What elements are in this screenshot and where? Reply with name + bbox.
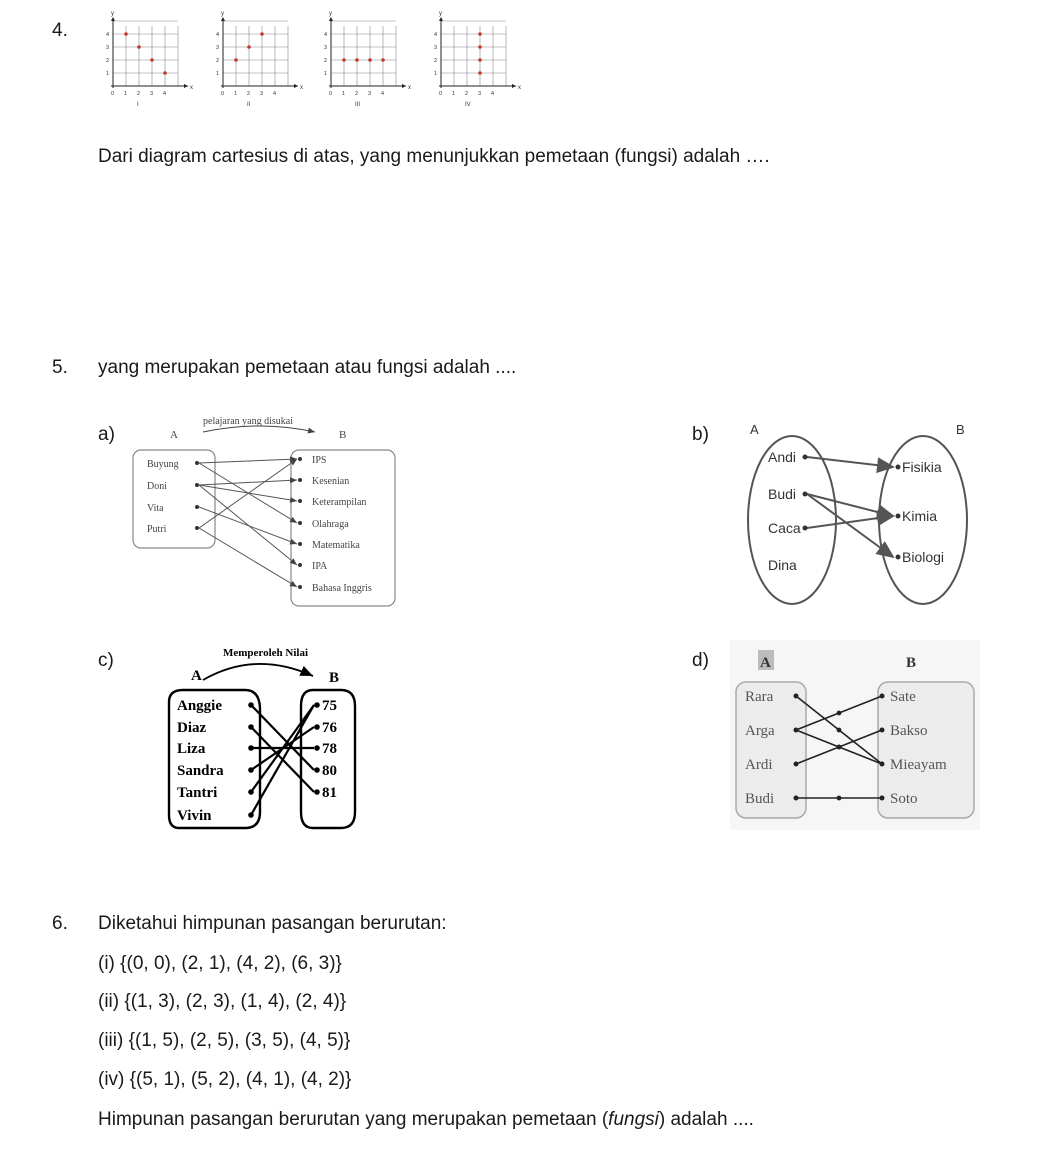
q5c-domain-item: Anggie (177, 698, 222, 714)
q5d-setA-title: A (760, 655, 771, 671)
q5a-domain-item: Vita (147, 503, 164, 514)
q4-axis-y-label: y (439, 11, 442, 17)
q5a-relation-label: pelajaran yang disukai (203, 416, 293, 427)
q4-tick-x: 4 (273, 91, 277, 97)
q4-tick-y: 3 (106, 45, 110, 51)
q4-data-point (234, 58, 238, 62)
q4-axis-y-label: y (111, 11, 114, 17)
q4-tick-x: 2 (137, 91, 141, 97)
q4-axis-x-label: x (190, 85, 193, 91)
q4-tick-y: 2 (106, 58, 110, 64)
q5c-relation-label: Memperoleh Nilai (223, 647, 309, 659)
q5d-domain-item: Rara (745, 689, 774, 705)
q4-data-point (342, 58, 346, 62)
q5b-codomain-item: Fisikia (902, 459, 942, 475)
q5a-mapping-arrow (199, 528, 297, 587)
q4-graph-label: I (137, 102, 139, 108)
q5a-codomain-item: Kesenian (312, 476, 350, 487)
q4-data-point (247, 45, 251, 49)
q4-graph-3 (324, 11, 411, 108)
q5d-domain-item: Ardi (745, 757, 773, 773)
q5b-domain-item: Dina (768, 557, 797, 573)
q6-item-iv: (iv) {(5, 1), (5, 2), (4, 1), (4, 2)} (98, 1069, 352, 1090)
q4-data-point (478, 32, 482, 36)
q5a-arrow-diagram (125, 410, 405, 610)
q4-graph-1 (106, 11, 193, 108)
q4-graph-4 (434, 11, 521, 108)
q5-option-d-label: d) (692, 650, 709, 671)
q5-number: 5. (52, 357, 68, 378)
q4-tick-x: 4 (163, 91, 167, 97)
q4-graph-label: III (355, 102, 361, 108)
q5c-arrow-diagram (165, 640, 365, 835)
q5a-mapping-arrow (199, 507, 297, 544)
q5b-arrow-diagram (730, 410, 980, 610)
q4-tick-y: 4 (324, 32, 328, 38)
q5b-mapping-arrow (807, 457, 893, 467)
q4-data-point (137, 45, 141, 49)
q5c-setA-title: A (191, 668, 202, 684)
q4-tick-y: 3 (216, 45, 220, 51)
q5c-relation-arrow (203, 664, 313, 680)
q6-item-i: (i) {(0, 0), (2, 1), (4, 2), (6, 3)} (98, 953, 342, 974)
q5a-domain-item: Putri (147, 524, 167, 535)
q6-item-iii: (iii) {(1, 5), (2, 5), (3, 5), (4, 5)} (98, 1030, 351, 1051)
q5a-codomain-item: Bahasa Inggris (312, 583, 372, 594)
q4-tick-x: 0 (329, 91, 333, 97)
q4-tick-y: 1 (106, 71, 110, 77)
q5a-domain-item: Buyung (147, 459, 179, 470)
q6-question: Himpunan pasangan berurutan yang merupakan pemetaan (fungsi) adalah .... (98, 1109, 754, 1130)
q4-data-point (478, 58, 482, 62)
q4-data-point (478, 71, 482, 75)
q4-tick-x: 3 (478, 91, 482, 97)
q5b-domain-item: Andi (768, 449, 797, 465)
q5b-codomain-item: Biologi (902, 549, 945, 565)
q5a-mapping-arrow (199, 480, 297, 485)
q4-tick-x: 2 (465, 91, 469, 97)
q4-tick-y: 2 (324, 58, 328, 64)
q5c-domain-item: Sandra (177, 763, 224, 779)
q5c-domain-item: Tantri (177, 785, 218, 801)
q4-tick-x: 1 (234, 91, 238, 97)
q5c-domain-item: Liza (177, 741, 206, 757)
q4-tick-y: 3 (324, 45, 328, 51)
q4-tick-y: 1 (216, 71, 220, 77)
q4-axis-x-label: x (518, 85, 521, 91)
q4-tick-y: 1 (324, 71, 328, 77)
q5b-codomain-item: Kimia (902, 508, 938, 524)
q5a-mapping-arrow (199, 459, 297, 528)
q4-data-point (368, 58, 372, 62)
q4-question-text: Dari diagram cartesius di atas, yang menunjukkan pemetaan (fungsi) adalah …. (98, 146, 770, 167)
q5d-arrow-diagram (730, 640, 980, 830)
q5c-codomain-item: 76 (322, 720, 337, 736)
q5a-domain-item: Doni (147, 481, 167, 492)
q5d-codomain-item: Bakso (890, 723, 928, 739)
q4-tick-x: 1 (124, 91, 128, 97)
q4-tick-y: 4 (106, 32, 110, 38)
q4-data-point (478, 45, 482, 49)
q4-tick-x: 2 (247, 91, 251, 97)
q4-tick-x: 1 (452, 91, 456, 97)
q4-data-point (163, 71, 167, 75)
q4-tick-y: 1 (434, 71, 438, 77)
q5d-codomain-item: Soto (890, 791, 918, 807)
q4-axis-x-label: x (300, 85, 303, 91)
q5a-setB-title: B (339, 429, 347, 441)
q4-cartesian-graphs (95, 8, 535, 118)
q5-option-c-label: c) (98, 650, 114, 671)
q6-number: 6. (52, 913, 68, 934)
q4-graph-label: II (247, 102, 251, 108)
q5a-codomain-item: IPA (312, 561, 328, 572)
q5c-domain-item: Diaz (177, 720, 207, 736)
q6-intro: Diketahui himpunan pasangan berurutan: (98, 913, 447, 934)
q5b-setB-title: B (956, 422, 965, 437)
q5c-codomain-item: 81 (322, 785, 337, 801)
q4-graph-label: IV (465, 102, 471, 108)
q4-axis-x-label: x (408, 85, 411, 91)
q5a-mapping-arrow (199, 459, 297, 463)
q4-tick-x: 3 (260, 91, 264, 97)
q5-option-b-label: b) (692, 424, 709, 445)
q4-axis-y-label: y (221, 11, 224, 17)
q5c-codomain-item: 75 (322, 698, 337, 714)
q4-tick-y: 2 (434, 58, 438, 64)
q6-item-ii: (ii) {(1, 3), (2, 3), (1, 4), (2, 4)} (98, 991, 347, 1012)
q4-tick-x: 3 (150, 91, 154, 97)
q4-tick-x: 2 (355, 91, 359, 97)
q5c-domain-item: Vivin (177, 808, 212, 824)
q5-question-text: yang merupakan pemetaan atau fungsi adalah .... (98, 357, 517, 378)
q4-tick-x: 1 (342, 91, 346, 97)
q5c-setB-title: B (329, 670, 340, 686)
q4-tick-x: 4 (491, 91, 495, 97)
q4-tick-y: 3 (434, 45, 438, 51)
q5a-codomain-item: Keterampilan (312, 497, 367, 508)
q5a-codomain-item: Olahraga (312, 519, 349, 530)
q5b-domain-item: Budi (768, 486, 797, 502)
q4-data-point (260, 32, 264, 36)
q4-axis-y-label: y (329, 11, 332, 17)
q5a-codomain-item: Matematika (312, 540, 360, 551)
q4-number: 4. (52, 20, 68, 41)
q4-tick-x: 0 (221, 91, 225, 97)
q5d-domain-item: Arga (745, 723, 775, 739)
q5c-codomain-item: 78 (322, 741, 337, 757)
q5-option-a-label: a) (98, 424, 115, 445)
q4-tick-x: 3 (368, 91, 372, 97)
q5d-codomain-item: Mieayam (890, 757, 947, 773)
q5b-domain-item: Caca (768, 520, 801, 536)
q4-data-point (124, 32, 128, 36)
q4-data-point (150, 58, 154, 62)
q5a-setA-title: A (170, 429, 178, 441)
q5c-codomain-item: 80 (322, 763, 337, 779)
q4-tick-x: 4 (381, 91, 385, 97)
q5d-codomain-item: Sate (890, 689, 916, 705)
q4-data-point (381, 58, 385, 62)
q4-data-point (355, 58, 359, 62)
q4-tick-y: 4 (216, 32, 220, 38)
q4-tick-y: 2 (216, 58, 220, 64)
q5b-setA-title: A (750, 422, 759, 437)
q5d-setB-title: B (906, 655, 917, 671)
q4-tick-x: 0 (439, 91, 443, 97)
q4-tick-x: 0 (111, 91, 115, 97)
q4-graph-2 (216, 11, 303, 108)
q5a-codomain-item: IPS (312, 455, 327, 466)
q5d-domain-item: Budi (745, 791, 775, 807)
q4-tick-y: 4 (434, 32, 438, 38)
